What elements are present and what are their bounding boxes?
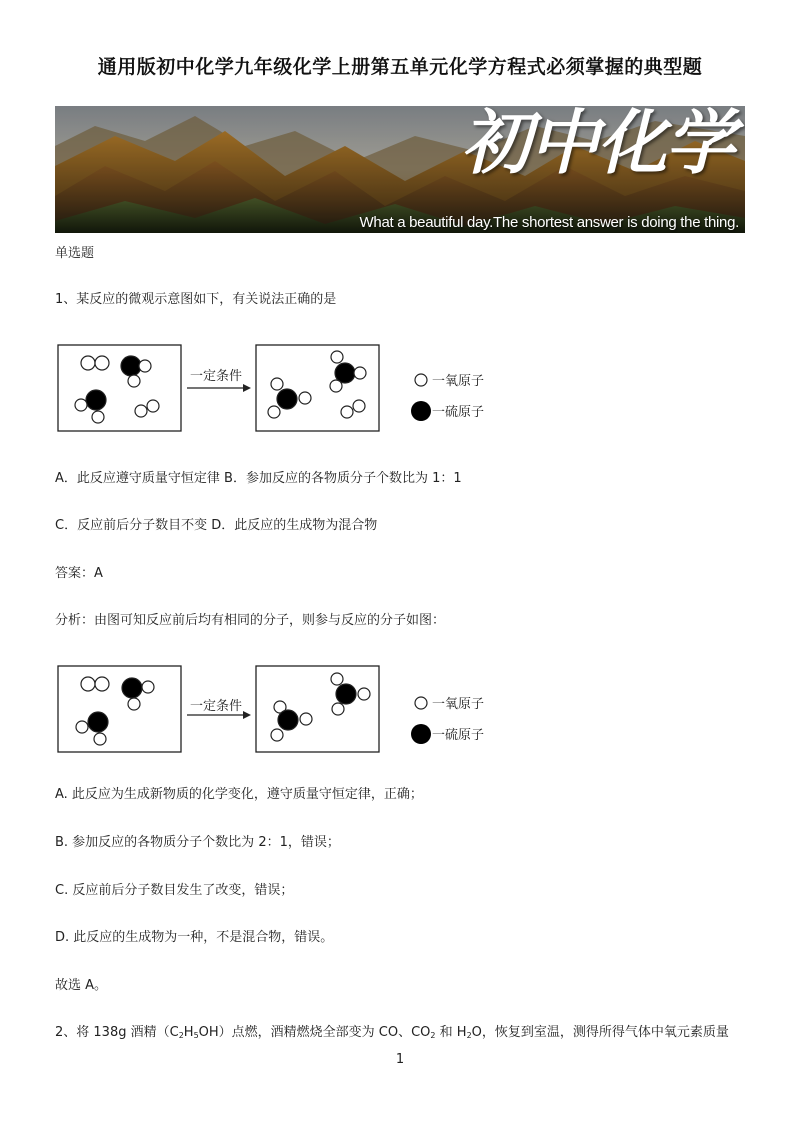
- document-title: 通用版初中化学九年级化学上册第五单元化学方程式必须掌握的典型题: [97, 56, 703, 78]
- explanation-b: B. 参加反应的各物质分子个数比为 2：1，错误；: [55, 835, 340, 850]
- section-heading: 单选题: [55, 246, 95, 261]
- reactant-molecules: [76, 677, 154, 745]
- question-2-stem: 2、将 138g 酒精$(C_2H_5OH)$点燃，酒精燃烧全部变为 CO、$CO_2$ 和 $H_2O$，恢复到室温，测得所得气体中氧元素质量: [55, 1025, 729, 1040]
- sulfur-legend-icon: [411, 724, 431, 744]
- explanation-c: C. 反应前后分子数目发生了改变，错误；: [55, 883, 294, 898]
- legend-sulfur-label: 一硫原子: [432, 405, 485, 420]
- arrow-head-icon: [243, 384, 251, 392]
- oxygen-legend-icon: [415, 374, 427, 386]
- reactants-box: [58, 345, 181, 431]
- product-molecules: [271, 673, 370, 741]
- arrow-head-icon: [243, 711, 251, 719]
- legend-oxygen-label: 一氧原子: [432, 374, 485, 389]
- explanation-d: D. 此反应的生成物为一种，不是混合物，错误。: [55, 930, 334, 945]
- question-1-analysis: 分析：由图可知反应前后均有相同的分子，则参与反应的分子如图：: [55, 613, 446, 628]
- condition-label: 一定条件: [190, 699, 243, 714]
- legend-sulfur-label: 一硫原子: [432, 728, 485, 743]
- product-molecules: [268, 351, 366, 418]
- question-1-answer: 答案：A: [55, 566, 103, 581]
- legend-oxygen-label: 一氧原子: [432, 697, 485, 712]
- question-1-options-ab: A．此反应遵守质量守恒定律 B．参加反应的各物质分子个数比为 1：1: [55, 471, 462, 486]
- page-number: 1: [395, 1052, 405, 1067]
- explanation-a: A. 此反应为生成新物质的化学变化，遵守质量守恒定律，正确；: [55, 787, 423, 802]
- question-1-conclusion: 故选 A。: [55, 978, 108, 993]
- question-1-stem: 1、某反应的微观示意图如下，有关说法正确的是: [55, 292, 337, 307]
- banner-title: 初中化学: [461, 106, 733, 184]
- reactant-molecules: [75, 356, 159, 423]
- reactants-box: [58, 666, 181, 752]
- question-1-options-cd: C．反应前后分子数目不变 D．此反应的生成物为混合物: [55, 518, 378, 533]
- banner-image: [55, 106, 745, 233]
- reaction-diagram-1: [55, 340, 515, 435]
- reaction-diagram-2: [55, 661, 515, 756]
- oxygen-legend-icon: [415, 697, 427, 709]
- banner-subtitle: What a beautiful day.The shortest answer is doing the thing.: [359, 214, 739, 231]
- condition-label: 一定条件: [190, 369, 243, 384]
- sulfur-legend-icon: [411, 401, 431, 421]
